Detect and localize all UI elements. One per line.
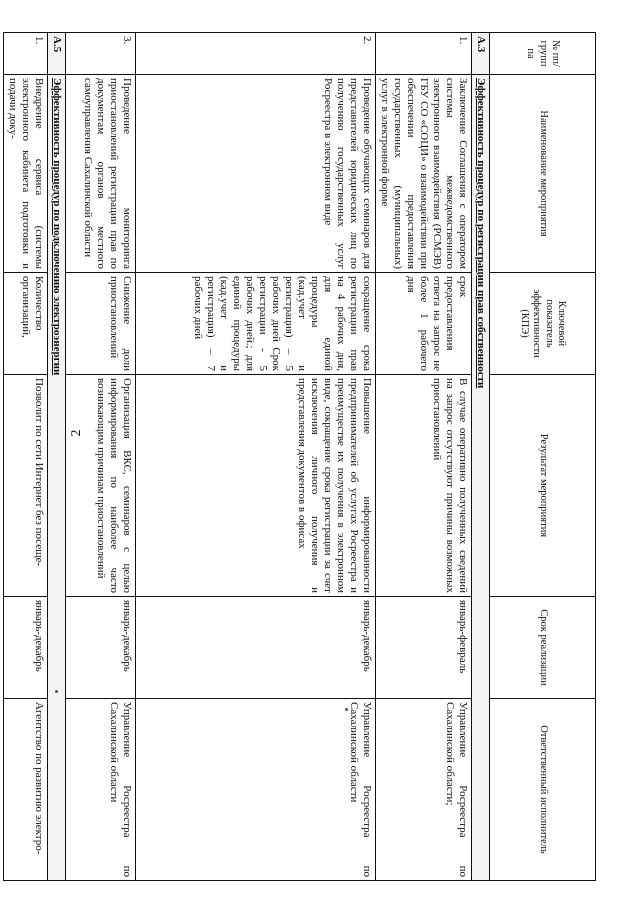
header-indicator: Ключевой показатель эффективности (КПЭ) [490,273,596,375]
header-result: Результат мероприятия [490,375,596,597]
row-name: Внедрение сервиса (системы электронного кабинета подготовки и подачи доку- [4,75,48,273]
table-row [66,33,136,881]
row-num: 2. [136,33,376,75]
row-result: Повышение информированности предпринимателей об услугах Росреестра и преимуществе их получения в электронном виде, сокращение срока регистрации за счет исключения личного получения и представления документов в офисах [136,375,376,597]
rotated-page [7,32,596,880]
row-responsible: Управление Росреестра по Сахалинской области [66,699,136,881]
row-num: 1. [376,33,472,75]
row-name: Проведение мониторинга приостановлений регистрации прав по документам органов местного самоуправления Сахалинской области [66,75,136,273]
scan-speck [55,690,58,693]
row-indicator: сокращение срока регистрации прав на 4 рабочих дня, для единой процедуры (кад.учет и регистрация) – 5 рабочих дней Срок регистрации - 5 рабочих дней.; для единой процедуры (кад.учет и регистрация) – 7 рабочих дней [136,273,376,375]
row-term: январь-февраль [376,597,472,699]
section-code: A.3 [472,33,490,75]
row-indicator: Количество организаций, [4,273,48,375]
header-name: Наименование мероприятия [490,75,596,273]
row-term: январь-декабрь [66,597,136,699]
row-result: Позволит по сети Интернет без посеще- [4,375,48,597]
row-result: Организация ВКС, семинаров с целью информирования по наиболее часто возникающим причинам приостановлений [66,375,136,597]
section-row-a3 [472,33,490,881]
section-code: A.5 [48,33,66,75]
header-num: № пп/ групп пa [490,33,596,75]
row-result: В случае оперативно полученных сведений на запрос отсутствуют причины возможных приостановлений [376,375,472,597]
page-number: 2 [69,429,84,437]
row-num: 1. [4,33,48,75]
table-row [136,33,376,881]
section-title: Эффективность процедур по подключению электроэнергии [48,75,66,881]
header-responsible: Ответственный исполнитель [490,699,596,881]
table-row [4,33,48,881]
table-header-row [490,33,596,881]
header-term: Срок реализации [490,597,596,699]
section-title: Эффективность процедур по регистрации прав собственности [472,75,490,881]
scan-speck [345,708,348,711]
row-name: Заключение Соглашения с оператором системы межведомственного электронного взаимодействия (РСМЭВ) ГБУ СО «СОЦИ» о взаимодействии при обеспечении предоставления государственных (муниципальных) услуг в электронной форме [376,75,472,273]
row-indicator: срок предоставления ответа на запрос не более 1 рабочего дня [376,273,472,375]
row-term: январь-декабрь [136,597,376,699]
row-responsible: Управление Росреестра по Сахалинской области; [376,699,472,881]
row-responsible: Агентство по развитию электро- [4,699,48,881]
row-num: 3. [66,33,136,75]
table-row [376,33,472,881]
action-plan-table [3,32,596,881]
row-responsible: Управление Росреестра по Сахалинской области [136,699,376,881]
row-indicator: Снижение доли приостановлений [66,273,136,375]
row-term: январь-декабрь [4,597,48,699]
section-row-a5 [48,33,66,881]
row-name: Проведение обучающих семинаров для представителей юридических лиц по получению государственных услуг Росреестра в электронном виде [136,75,376,273]
